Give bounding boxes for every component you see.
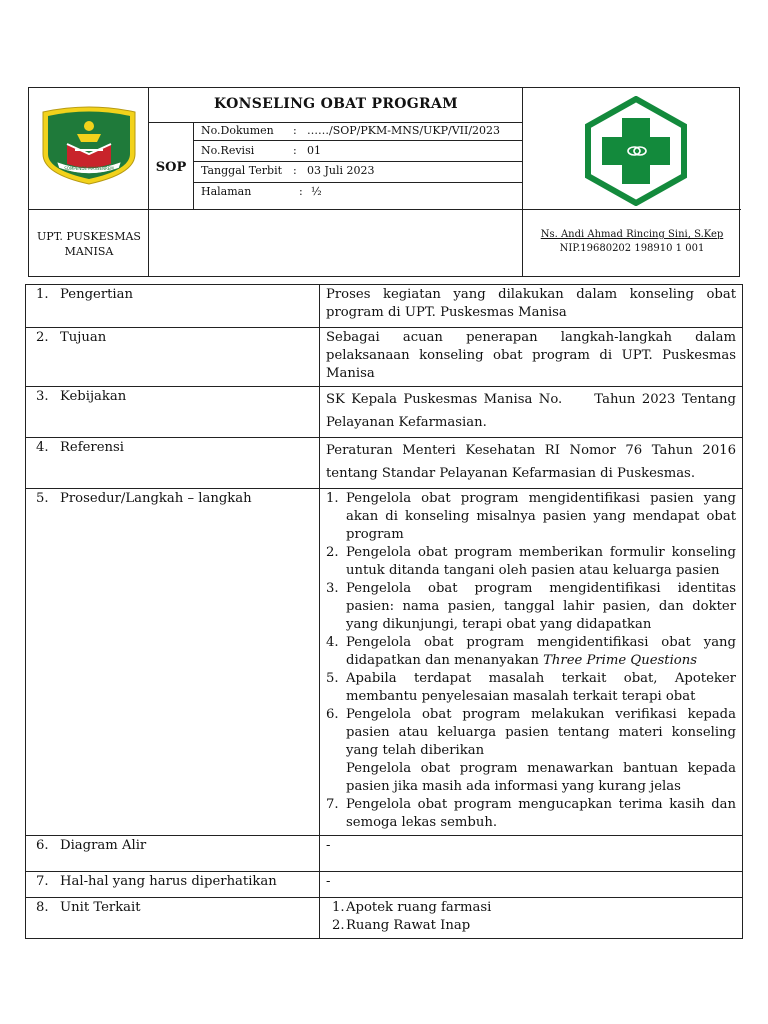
logo-ribbon-text: SOMPENDE MASSENREM [64, 166, 114, 171]
field-value-halaman: ½ [311, 185, 322, 198]
field-label-tanggal-terbit: Tanggal Terbit [201, 164, 283, 177]
field-label-no-dokumen: No.Dokumen [201, 124, 274, 137]
table-row: 7. Hal-hal yang harus diperhatikan - [26, 872, 743, 898]
field-sep: : [293, 144, 297, 157]
row-content: Proses kegiatan yang dilakukan dalam konseling obat program di UPT. Puskesmas Manisa [320, 285, 743, 328]
table-row: 4. Referensi Peraturan Menteri Kesehatan RI Nomor 76 Tahun 2016 tentang Standar Pelayanan Kefarmasian di Puskesmas. [26, 438, 743, 489]
table-row: 1. Pengertian Proses kegiatan yang dilakukan dalam konseling obat program di UPT. Puskesmas Manisa [26, 285, 743, 328]
field-sep: : [293, 124, 297, 137]
row-content: Sebagai acuan penerapan langkah-langkah dalam pelaksanaan konseling obat program di UPT. Puskesmas Manisa [320, 328, 743, 387]
list-item: 1. Apotek ruang farmasi [332, 900, 492, 915]
row-content: Peraturan Menteri Kesehatan RI Nomor 76 Tahun 2016 tentang Standar Pelayanan Kefarmasian di Puskesmas. [320, 438, 743, 489]
table-row: 5. Prosedur/Langkah – langkah 1. Pengelola obat program mengidentifikasi pasien yang akan di konseling misalnya pasien yang mendapat obat program 2. Pengelola obat program memberikan formulir konseling untuk ditanda tangani oleh pasien atau keluarga pasien 3. Pengelola obat program mengidentifikasi identitas pasien: nama pasien, tanggal lahir pasien, dan dokter yang dikunjungi, terapi obat yang didapatkan 4. Pengelola obat program mengidentifikasi obat yang didapatkan dan menanyakan Three Prime Questions 5. Apabila terdapat masalah terkait obat, Apoteker membantu penyelesaian masalah terkait terapi obat 6. Pengelola obat program melakukan verifikasi kepada pasien atau keluarga pasien tentang materi konseling yang telah diberikan Pengelola obat program menawarkan bantuan kepada pasien jika masih ada informasi yang kurang jelas 7. Pengelola obat program mengucapkan terima kasih dan semoga lekas sembuh. [26, 489, 743, 836]
related-units-list [326, 899, 736, 935]
document-header [28, 87, 740, 277]
list-item: 1. Pengelola obat program mengidentifikasi pasien yang akan di konseling misalnya pasien yang mendapat obat program [326, 491, 736, 542]
row-content: - [320, 836, 743, 872]
row-label: Kebijakan [60, 389, 127, 404]
row-content [320, 898, 743, 939]
field-sep: : [293, 164, 297, 177]
signer-name: Ns. Andi Ahmad Rincing Sini, S.Kep [540, 229, 724, 240]
row-content: SK Kepala Puskesmas Manisa No. Tahun 2023 Tentang Pelayanan Kefarmasian. [320, 387, 743, 438]
table-row: 6. Diagram Alir - [26, 836, 743, 872]
field-value-no-dokumen: ……/SOP/PKM-MNS/UKP/VII/2023 [307, 124, 501, 137]
list-item: 2. Ruang Rawat Inap [332, 918, 471, 933]
document-title: KONSELING OBAT PROGRAM [214, 96, 458, 112]
field-value-no-revisi: 01 [307, 144, 321, 157]
list-item-continuation: Pengelola obat program menawarkan bantuan kepada pasien jika masih ada informasi yang kurang jelas [346, 761, 736, 794]
list-item: 4. Pengelola obat program mengidentifikasi obat yang didapatkan dan menanyakan Three Prime Questions [326, 635, 736, 668]
table-row: 3. Kebijakan SK Kepala Puskesmas Manisa No. Tahun 2023 Tentang Pelayanan Kefarmasian. [26, 387, 743, 438]
signature-block [523, 228, 741, 256]
list-item: 3. Pengelola obat program mengidentifikasi identitas pasien: nama pasien, tanggal lahir pasien, dan dokter yang dikunjungi, terapi obat yang didapatkan [326, 581, 736, 632]
field-value-tanggal-terbit: 03 Juli 2023 [307, 164, 375, 177]
list-item: 7. Pengelola obat program mengucapkan terima kasih dan semoga lekas sembuh. [326, 797, 736, 830]
table-row: 2. Tujuan Sebagai acuan penerapan langkah-langkah dalam pelaksanaan konseling obat program di UPT. Puskesmas Manisa [26, 328, 743, 387]
row-label: Hal-hal yang harus diperhatikan [60, 874, 277, 889]
procedure-steps [326, 490, 736, 760]
signer-nip: NIP.19680202 198910 1 001 [559, 243, 705, 254]
field-label-halaman: Halaman [201, 185, 252, 198]
row-label: Referensi [60, 440, 125, 455]
row-content [320, 489, 743, 836]
row-content: - [320, 872, 743, 898]
unit-name: UPT. PUSKESMAS MANISA [37, 230, 141, 258]
row-label: Unit Terkait [60, 900, 141, 915]
table-row: 8. Unit Terkait 1. Apotek ruang farmasi 2. Ruang Rawat Inap [26, 898, 743, 939]
field-label-no-revisi: No.Revisi [201, 144, 255, 157]
row-label: Tujuan [60, 330, 107, 345]
sop-content-table [25, 284, 743, 939]
row-label: Prosedur/Langkah – langkah [60, 491, 252, 506]
row-label: Diagram Alir [60, 838, 147, 853]
list-item: 6. Pengelola obat program melakukan verifikasi kepada pasien atau keluarga pasien tentang materi konseling yang telah diberikan [326, 707, 736, 758]
row-label: Pengertian [60, 287, 134, 302]
list-item: 2. Pengelola obat program memberikan formulir konseling untuk ditanda tangani oleh pasien atau keluarga pasien [326, 545, 736, 578]
field-sep: : [299, 185, 303, 198]
list-item: 5. Apabila terdapat masalah terkait obat, Apoteker membantu penyelesaian masalah terkait terapi obat [326, 671, 736, 704]
sop-label: SOP [155, 159, 187, 175]
regency-logo [39, 104, 139, 186]
puskesmas-logo [584, 96, 688, 206]
